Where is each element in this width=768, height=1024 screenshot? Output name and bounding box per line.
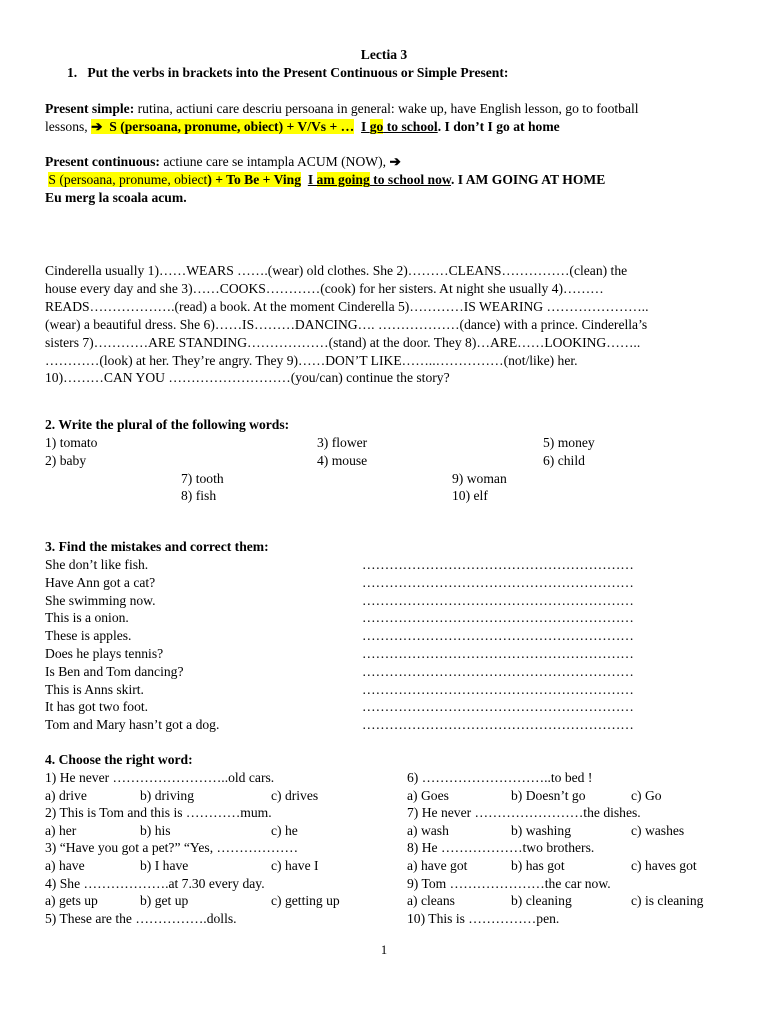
choice-option-b[interactable]: b) get up: [140, 893, 189, 909]
present-continuous-formula-a: S (persoana, pronume, obiect: [48, 172, 208, 187]
choice-question: 6) ………………………..to bed !: [407, 770, 593, 785]
plural-word: 9) woman: [452, 471, 507, 486]
correction-blank[interactable]: ……………………………………………………: [362, 646, 634, 661]
choice-option-c[interactable]: c) is cleaning: [631, 893, 704, 909]
correction-blank[interactable]: ……………………………………………………: [362, 610, 634, 626]
correction-blank[interactable]: ……………………………………………………: [362, 663, 634, 679]
choice-option-a[interactable]: a) cleans: [407, 893, 455, 909]
choice-option-a[interactable]: a) gets up: [45, 893, 98, 909]
choice-option-b[interactable]: b) Doesn’t go: [511, 787, 586, 803]
choice-option-a[interactable]: a) have got: [407, 858, 468, 873]
page-title: Lectia 3: [360, 47, 408, 62]
choice-question: 3) “Have you got a pet?” “Yes, ………………: [45, 840, 299, 856]
arrow-right-icon: ➔: [389, 154, 401, 169]
choice-question: 4) She ……………….at 7.30 every day.: [45, 875, 265, 891]
story-line-1: Cinderella usually 1)……WEARS …….(wear) old clothes. She 2)………CLEANS……………(clean) the: [45, 263, 628, 278]
choice-option-b[interactable]: b) cleaning: [511, 893, 572, 909]
choice-option-b[interactable]: b) washing: [511, 822, 572, 838]
plural-word: 1) tomato: [45, 435, 98, 450]
exercise-1-heading: 1. Put the verbs in brackets into the Present Continuous or Simple Present:: [67, 65, 509, 80]
correction-blank[interactable]: ……………………………………………………: [362, 574, 634, 590]
story-line-6: …………(look) at her. They’re angry. They 9)……DON’T LIKE……..……………(not/like) her.: [45, 353, 578, 368]
choice-option-b[interactable]: b) has got: [511, 858, 565, 873]
story-line-4: (wear) a beautiful dress. She 6)……IS………DANCING…. ………………(dance) with a prince. Cinderella’s: [45, 317, 648, 332]
present-simple-example: I go to school: [361, 119, 438, 134]
present-simple-formula: S (persoana, pronume, obiect) + V/Vs + …: [109, 119, 355, 134]
choice-question: 5) These are the …………….dolls.: [45, 910, 237, 926]
exercise-3-heading: 3. Find the mistakes and correct them:: [45, 539, 269, 554]
correction-blank[interactable]: ……………………………………………………: [362, 557, 634, 572]
present-continuous-formula-line: [45, 171, 705, 189]
page-number: 1: [380, 943, 388, 957]
story-line-3: READS……………….(read) a book. At the moment Cinderella 5)…………IS WEARING …………………..: [45, 299, 649, 314]
choice-option-c[interactable]: c) haves got: [631, 858, 697, 873]
choice-option-c[interactable]: c) getting up: [271, 893, 340, 909]
exercise-4-heading: 4. Choose the right word:: [45, 752, 193, 767]
mistake-sentence: Is Ben and Tom dancing?: [45, 663, 184, 679]
plural-word: 6) child: [543, 453, 585, 468]
mistake-sentence: Tom and Mary hasn’t got a dog.: [45, 717, 220, 733]
plural-word: 10) elf: [452, 488, 488, 503]
choice-question: 10) This is ……………pen.: [407, 910, 560, 926]
present-continuous-description: actiune care se intampla ACUM (NOW),: [159, 154, 390, 169]
mistake-sentence: She don’t like fish.: [45, 557, 149, 572]
mistake-sentence: This is Anns skirt.: [45, 681, 144, 697]
mistake-sentence: Have Ann got a cat?: [45, 574, 156, 590]
present-simple-example-tail: . I don’t I go at home: [437, 119, 560, 134]
choice-question: 1) He never ……………………..old cars.: [45, 770, 275, 785]
correction-blank[interactable]: ……………………………………………………: [362, 681, 634, 697]
choice-option-b[interactable]: b) I have: [140, 858, 189, 873]
present-simple-explanation: [45, 100, 705, 118]
present-simple-continuation: lessons,: [45, 119, 92, 134]
present-continuous-label: Present continuous:: [45, 154, 160, 169]
correction-blank[interactable]: ……………………………………………………: [362, 628, 634, 644]
choice-question: 7) He never ……………………the dishes.: [407, 805, 641, 821]
story-line-7: 10)………CAN YOU ………………………(you/can) continue the story?: [45, 370, 450, 385]
mistake-sentence: It has got two foot.: [45, 699, 149, 715]
choice-question: 8) He ………………two brothers.: [407, 840, 595, 856]
mistake-sentence: This is a onion.: [45, 610, 129, 626]
plural-word: 8) fish: [181, 488, 217, 503]
choice-question: 2) This is Tom and this is …………mum.: [45, 805, 272, 821]
plural-word: 5) money: [543, 435, 595, 450]
present-simple-label: Present simple:: [45, 101, 135, 116]
story-line-2: house every day and she 3)……COOKS…………(cook) for her sisters. At night she usually 4)………: [45, 281, 604, 296]
story-line-5: sisters 7)…………ARE STANDING………………(stand) at the door. They 8)…ARE……LOOKING……..: [45, 335, 641, 350]
choice-option-a[interactable]: a) wash: [407, 822, 449, 838]
choice-option-c[interactable]: c) Go: [631, 787, 662, 803]
choice-option-a[interactable]: a) have: [45, 858, 85, 873]
choice-option-c[interactable]: c) drives: [271, 787, 319, 803]
correction-blank[interactable]: ……………………………………………………: [362, 592, 634, 608]
choice-option-c[interactable]: c) washes: [631, 822, 685, 838]
choice-option-a[interactable]: a) her: [45, 822, 77, 838]
plural-word: 4) mouse: [317, 453, 368, 468]
correction-blank[interactable]: ……………………………………………………: [362, 699, 634, 715]
present-simple-formula-line: [45, 118, 705, 136]
plural-word: 2) baby: [45, 453, 87, 468]
present-continuous-romanian: Eu merg la scoala acum.: [45, 190, 187, 205]
present-continuous-explanation: [45, 153, 705, 171]
correction-blank[interactable]: ……………………………………………………: [362, 717, 634, 733]
plural-word: 7) tooth: [181, 471, 224, 486]
choice-option-b[interactable]: b) driving: [140, 787, 194, 803]
choice-option-b[interactable]: b) his: [140, 822, 171, 838]
present-continuous-example: I am going to school now: [307, 172, 451, 187]
present-continuous-formula-b: ) + To Be + Ving: [207, 172, 302, 187]
arrow-right-icon: ➔: [91, 119, 103, 134]
choice-option-c[interactable]: c) he: [271, 822, 298, 838]
choice-option-a[interactable]: a) Goes: [407, 787, 449, 803]
present-continuous-example-tail: . I AM GOING AT HOME: [450, 172, 606, 187]
mistake-sentence: These is apples.: [45, 628, 132, 644]
mistake-sentence: She swimming now.: [45, 592, 156, 608]
exercise-2-heading: 2. Write the plural of the following words:: [45, 417, 290, 432]
mistake-sentence: Does he plays tennis?: [45, 646, 164, 661]
choice-question: 9) Tom …………………the car now.: [407, 875, 611, 891]
choice-option-c[interactable]: c) have I: [271, 858, 319, 873]
plural-word: 3) flower: [317, 435, 368, 450]
present-simple-description: rutina, actiuni care descriu persoana in general: wake up, have English lesson, go to football: [134, 101, 639, 116]
choice-option-a[interactable]: a) drive: [45, 787, 87, 803]
